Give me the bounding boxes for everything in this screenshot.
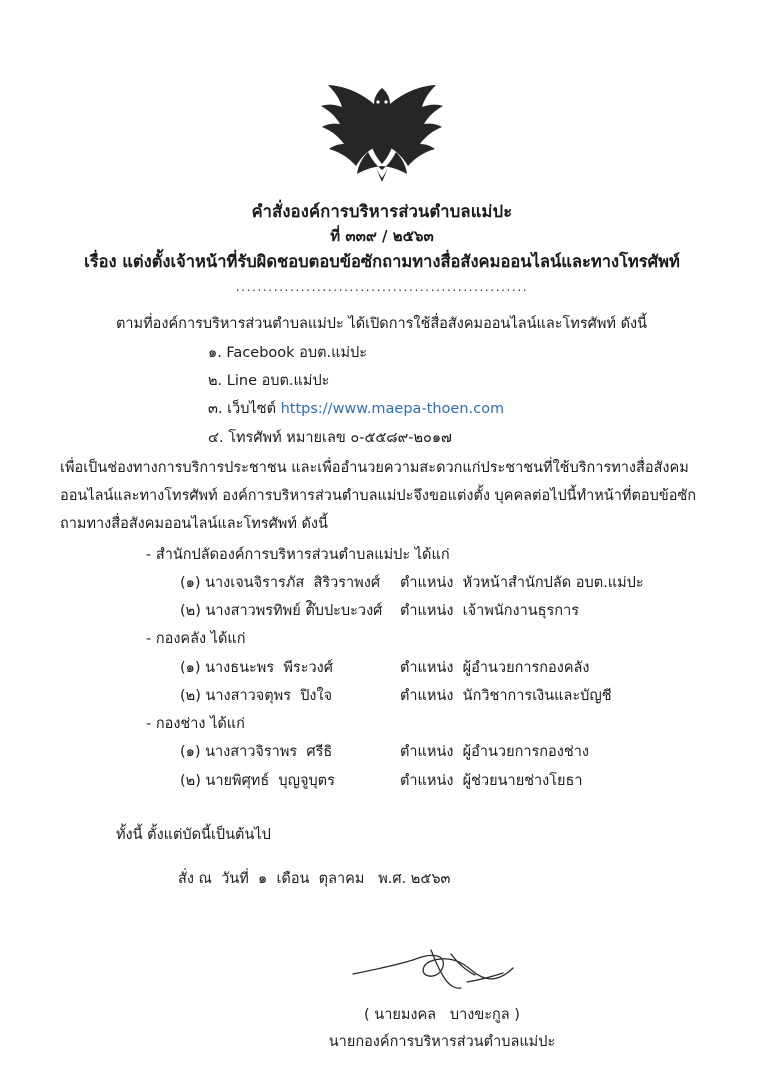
document-body <box>60 310 704 893</box>
person-name: (๒) นายพิศุทธ์ บุญจูบุตร <box>180 772 335 789</box>
table-row <box>60 654 704 682</box>
person-name: (๒) นางสาวพรทิพย์ ต๊ิบปะบะวงศ์ <box>180 603 383 620</box>
group-title: - กองคลัง ได้แก่ <box>146 631 246 648</box>
table-row <box>60 682 704 710</box>
person-position: ตำแหน่ง นักวิชาการเงินและบัญชี <box>400 687 612 704</box>
person-name: (๒) นางสาวจตุพร ปิงใจ <box>180 687 333 704</box>
group-finance-division <box>60 625 704 710</box>
list-item: ๔. โทรศัพท์ หมายเลข ๐-๕๕๘๙-๒๐๑๗ <box>208 429 452 446</box>
emblem-container <box>60 0 704 190</box>
group-office-of-clerk <box>60 541 704 626</box>
table-row <box>60 767 704 795</box>
table-row <box>60 738 704 766</box>
purpose-paragraph: เพื่อเป็นช่องทางการบริการประชาชน และเพื่ออำนวยความสะดวกแก่ประชาชนที่ใช้บริการทางสื่อสังคมออนไลน์และทางโทรศัพท์ องค์การบริหารส่วนตำบลแม่ปะจึงขอแต่งตั้ง บุคคลต่อไปนี้ทำหน้าที่ตอบข้อซักถามทางสื่อสังคมออนไลน์และโทรศัพท์ ดังนี้ <box>60 459 697 533</box>
person-name: (๑) นางธนะพร พีระวงศ์ <box>180 659 333 676</box>
person-name: (๑) นางสาวจิราพร ศรีธิ <box>180 744 333 761</box>
person-position: ตำแหน่ง ผู้อำนวยการกองช่าง <box>400 744 589 761</box>
heading-order-number: ที่ ๓๓๙ / ๒๕๖๓ <box>330 226 434 245</box>
signature-area <box>60 944 704 1057</box>
heading-subject: เรื่อง แต่งตั้งเจ้าหน้าที่รับผิดชอบตอบข้อซักถามทางสื่อสังคมออนไลน์และทางโทรศัพท์ <box>84 251 680 271</box>
table-row <box>60 569 704 597</box>
channel-list <box>60 339 704 452</box>
heading-divider: ...................................................... <box>235 280 529 295</box>
person-position: ตำแหน่ง ผู้อำนวยการกองคลัง <box>400 659 590 676</box>
signature-name: ( นายมงคล บางขะกูล ) <box>364 1006 520 1023</box>
garuda-emblem-icon <box>316 78 448 190</box>
person-position: ตำแหน่ง เจ้าพนักงานธุรการ <box>400 603 579 620</box>
website-link[interactable]: https://www.maepa-thoen.com <box>280 401 505 418</box>
channel-website-label: ๓. เว็บไซต์ <box>208 401 281 418</box>
assignment-groups <box>60 541 704 795</box>
closing-paragraph: ทั้งนี้ ตั้งแต่บัดนี้เป็นต้นไป <box>116 827 271 843</box>
signature-title: นายกองค์การบริหารส่วนตำบลแม่ปะ <box>328 1034 556 1051</box>
signature-block <box>180 944 704 1057</box>
heading-title: คำสั่งองค์การบริหารส่วนตำบลแม่ปะ <box>251 202 513 221</box>
person-name: (๑) นางเจนจิรารภัส สิริวราพงศ์ <box>180 574 381 591</box>
list-item <box>60 395 704 423</box>
group-public-works-division <box>60 710 704 795</box>
person-position: ตำแหน่ง หัวหน้าสำนักปลัด อบต.แม่ปะ <box>400 574 644 591</box>
document-heading <box>60 200 704 274</box>
intro-paragraph: ตามที่องค์การบริหารส่วนตำบลแม่ปะ ได้เปิดการใช้สื่อสังคมออนไลน์และโทรศัพท์ ดังนี้ <box>116 316 647 333</box>
list-item: ๑. Facebook อบต.แม่ปะ <box>208 344 367 361</box>
group-title: - กองช่าง ได้แก่ <box>146 716 245 733</box>
order-date: สั่ง ณ วันที่ ๑ เดือน ตุลาคม พ.ศ. ๒๕๖๓ <box>178 871 451 888</box>
handwritten-signature-icon <box>347 944 537 996</box>
person-position: ตำแหน่ง ผู้ช่วยนายช่างโยธา <box>400 772 583 789</box>
table-row <box>60 597 704 625</box>
group-title: - สำนักปลัดองค์การบริหารส่วนตำบลแม่ปะ ได้แก่ <box>146 546 450 563</box>
list-item: ๒. Line อบต.แม่ปะ <box>208 373 330 390</box>
